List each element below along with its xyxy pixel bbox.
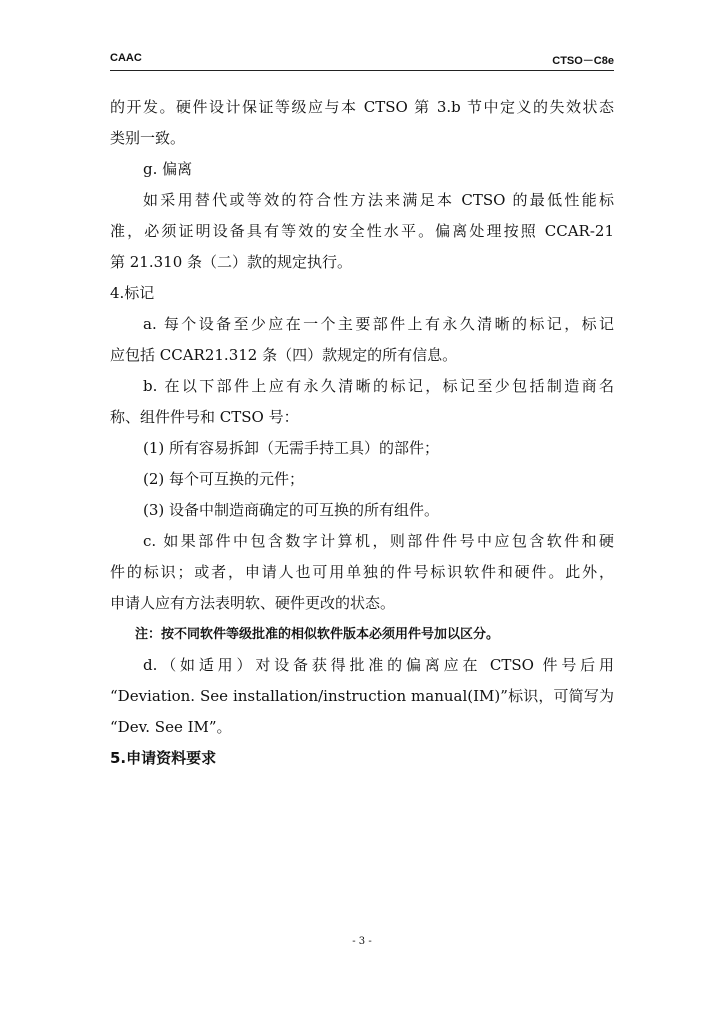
list-item: (1) 所有容易拆卸（无需手持工具）的部件； [143, 439, 440, 457]
paragraph-line: 第 21.310 条（二）款的规定执行。 [110, 253, 353, 271]
page-number: - 3 - [352, 936, 372, 947]
paragraph-line: b. 在以下部件上应有永久清晰的标记，标记至少包括制造商名 [143, 377, 614, 395]
paragraph-line: 类别一致。 [110, 129, 186, 147]
paragraph-line: 件的标识；或者，申请人也可用单独的件号标识软件和硬件。此外， [110, 563, 614, 581]
note-line: 注：按不同软件等级批准的相似软件版本必须用件号加以区分。 [135, 627, 500, 642]
header-right: CTSO－C8e [552, 55, 614, 67]
paragraph-line: 申请人应有方法表明软、硬件更改的状态。 [110, 594, 396, 612]
list-item: (3) 设备中制造商确定的可互换的所有组件。 [143, 501, 440, 519]
section-heading-marking: 4.标记 [110, 284, 155, 302]
paragraph-line: “Deviation. See installation/instruction manual(IM)”标识，可简写为 [110, 687, 614, 705]
paragraph-line: d.（如适用）对设备获得批准的偏离应在 CTSO 件号后用 [143, 656, 614, 674]
document-body [110, 92, 614, 774]
paragraph-line: “Dev. See IM”。 [110, 718, 232, 736]
header-left: CAAC [110, 52, 142, 64]
paragraph-line: 称、组件件号和 CTSO 号： [110, 408, 299, 426]
header-rule [110, 70, 614, 71]
paragraph-line: 的开发。硬件设计保证等级应与本 CTSO 第 3.b 节中定义的失效状态 [110, 98, 614, 116]
section-heading-application: 5.申请资料要求 [110, 749, 217, 767]
paragraph-line: a. 每个设备至少应在一个主要部件上有永久清晰的标记，标记 [143, 315, 614, 333]
subheading-deviation: g. 偏离 [143, 160, 193, 178]
paragraph-line: 如采用替代或等效的符合性方法来满足本 CTSO 的最低性能标 [143, 191, 614, 209]
list-item: (2) 每个可互换的元件； [143, 470, 305, 488]
paragraph-line: 应包括 CCAR21.312 条（四）款规定的所有信息。 [110, 346, 458, 364]
paragraph-line: c. 如果部件中包含数字计算机，则部件件号中应包含软件和硬 [143, 532, 614, 550]
paragraph-line: 准，必须证明设备具有等效的安全性水平。偏离处理按照 CCAR-21 [110, 222, 614, 240]
page-header [110, 52, 614, 70]
